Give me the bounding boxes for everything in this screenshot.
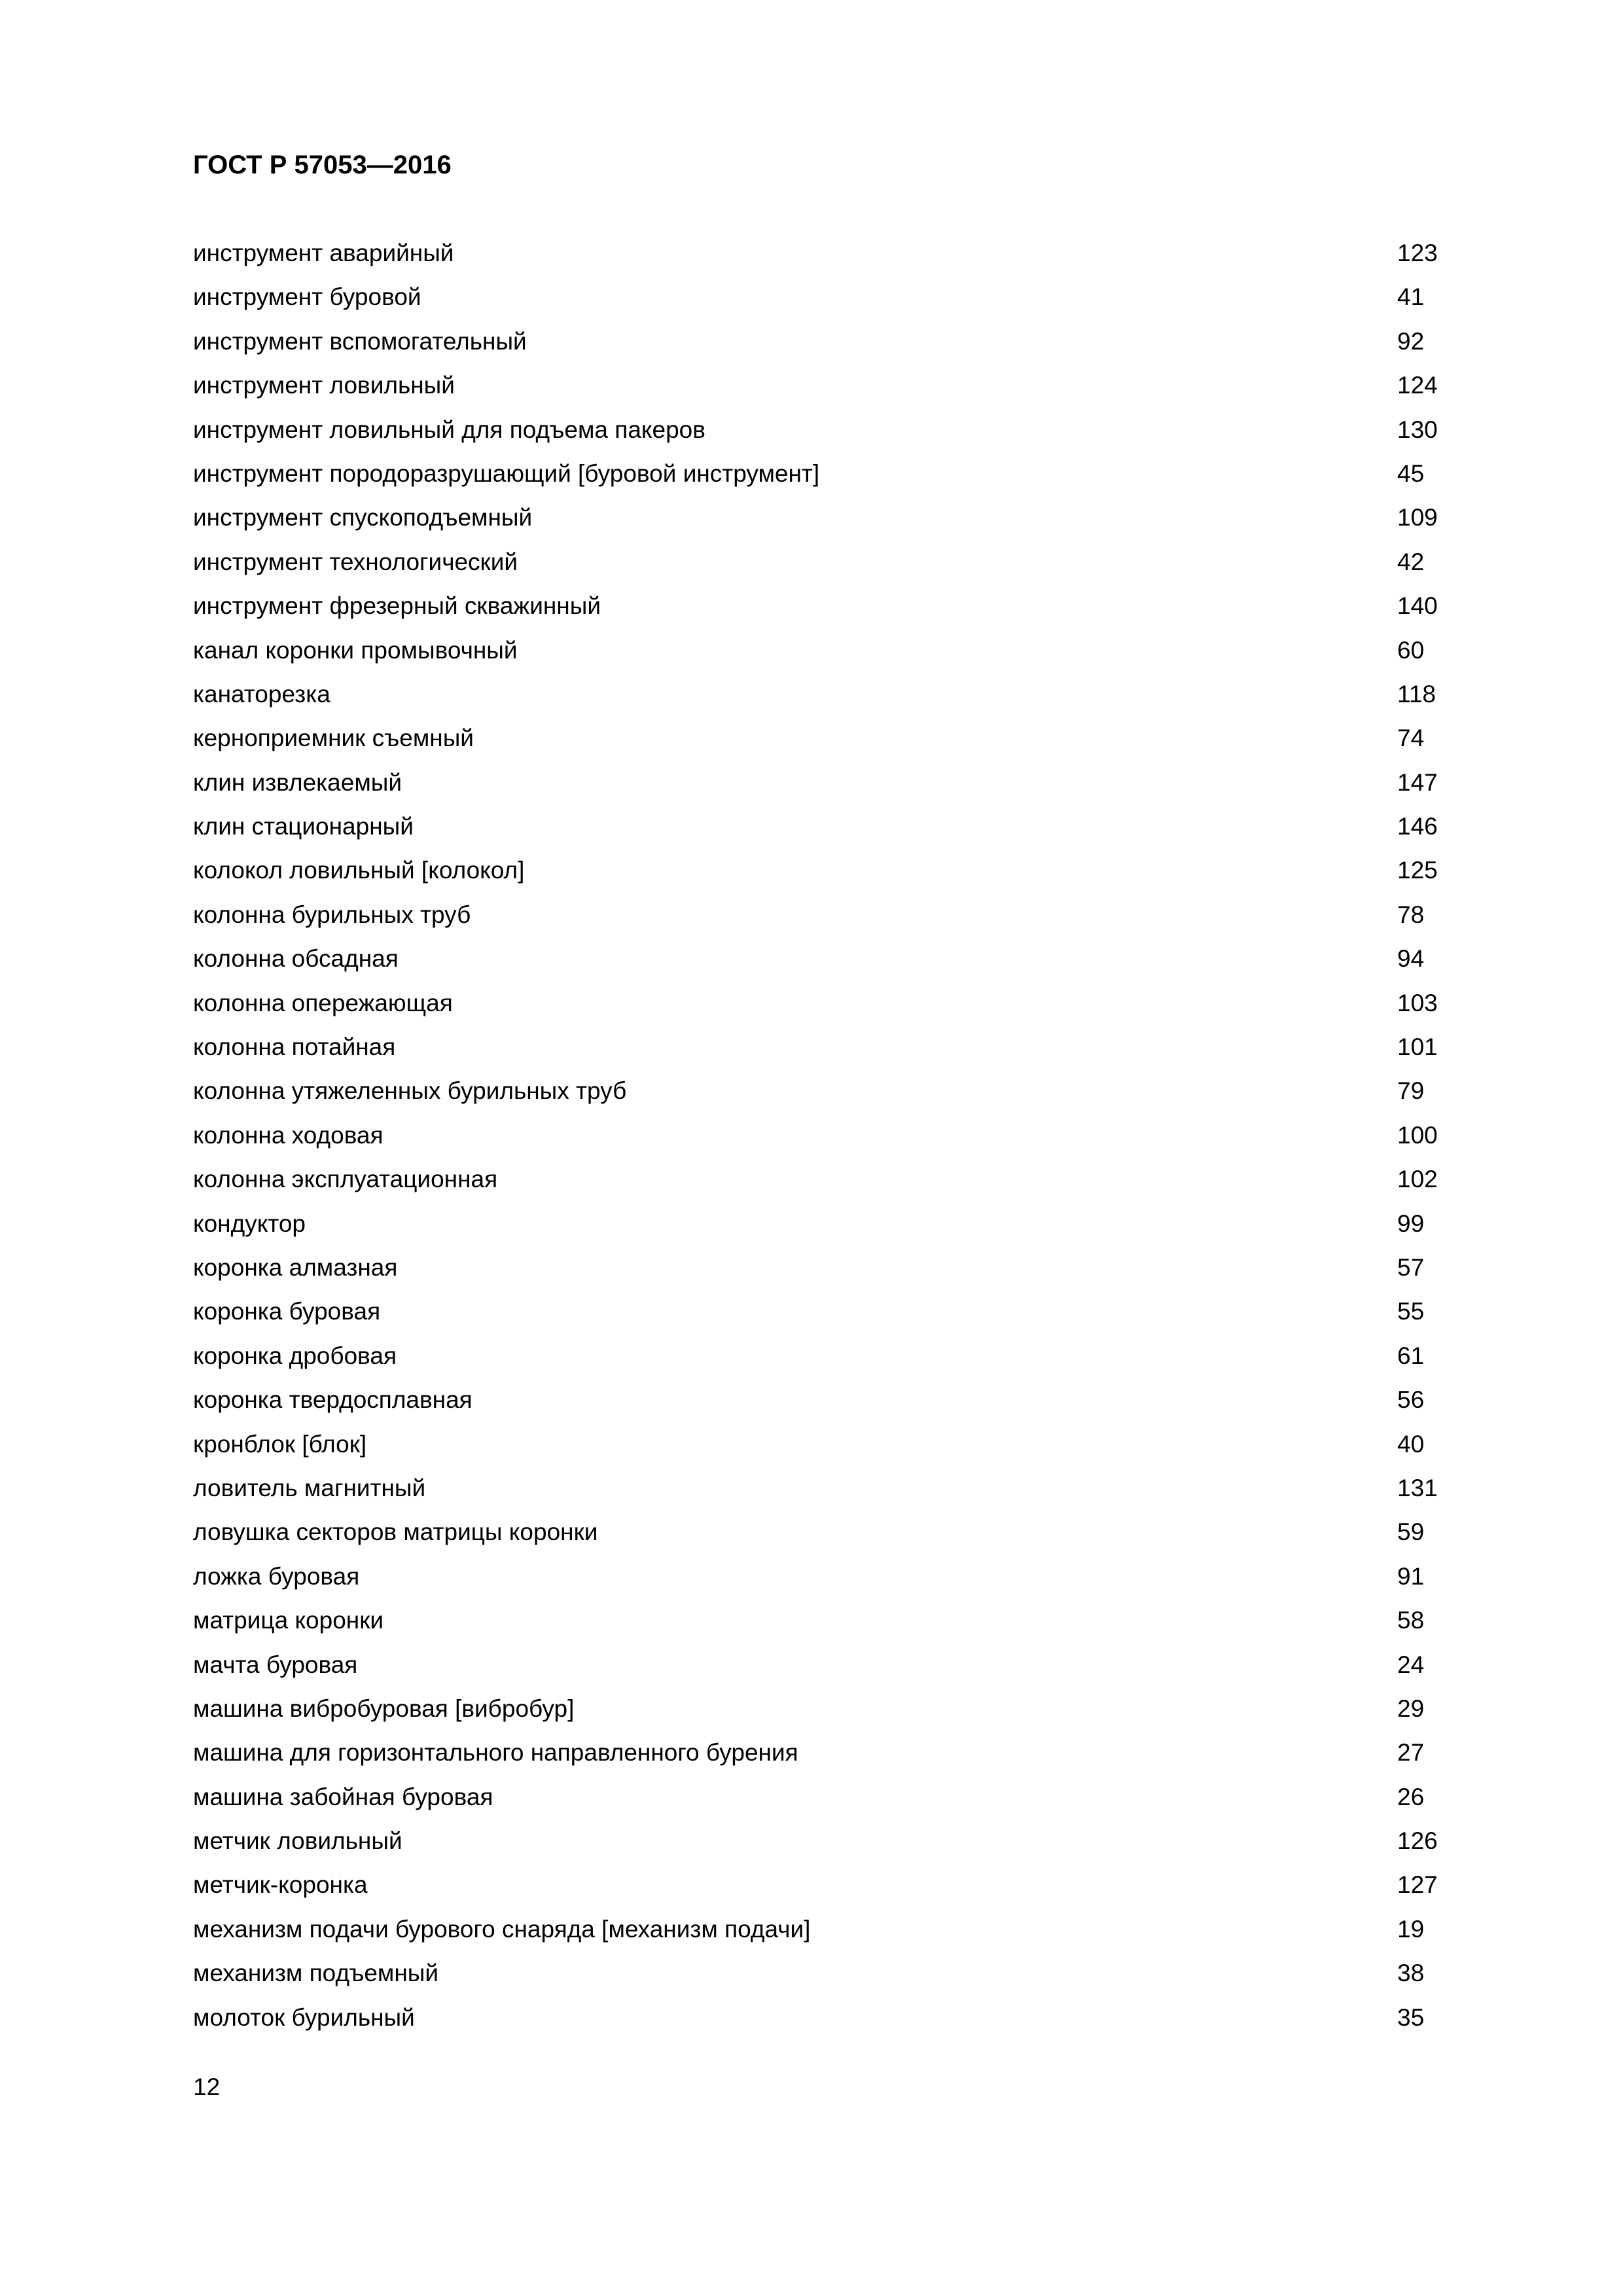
index-term: ловушка секторов матрицы коронки [193,1518,598,1546]
index-entry [193,853,1476,897]
index-term-number: 130 [1397,416,1438,443]
index-entry [193,500,1476,544]
index-term-number: 124 [1397,372,1438,399]
index-term-number: 61 [1397,1342,1425,1369]
index-term: коронка твердосплавная [193,1386,473,1414]
index-term-number: 79 [1397,1077,1425,1105]
index-term: коронка дробовая [193,1342,397,1369]
index-term: инструмент породоразрушающий [буровой инструмент] [193,459,820,487]
index-entry [193,1427,1476,1471]
document-header: ГОСТ Р 57053—2016 [193,151,452,179]
index-entry [193,1250,1476,1294]
index-term-number: 91 [1397,1562,1425,1590]
index-term: кондуктор [193,1210,306,1237]
index-term: метчик-коронка [193,1871,368,1899]
index-entry [193,1559,1476,1603]
index-entry [193,1382,1476,1426]
index-term: механизм подачи бурового снаряда [механизм подачи] [193,1915,811,1943]
index-term: колонна утяжеленных бурильных труб [193,1077,627,1105]
index-term: коронка алмазная [193,1253,398,1281]
index-term-number: 59 [1397,1518,1425,1546]
index-term: инструмент ловильный [193,372,455,399]
index-entry [193,1823,1476,1867]
index-entry [193,897,1476,941]
index-entry [193,1030,1476,1073]
index-entry [193,1162,1476,1206]
index-entry [193,1780,1476,1823]
index-entry [193,1735,1476,1779]
index-entry [193,677,1476,721]
index-term-number: 102 [1397,1166,1438,1193]
index-term: коронка буровая [193,1298,381,1325]
index-entry [193,456,1476,500]
index-term-number: 29 [1397,1695,1425,1722]
index-term-number: 55 [1397,1298,1425,1325]
index-term: кронблок [блок] [193,1430,367,1458]
index-term-number: 94 [1397,945,1425,973]
index-term: колонна ходовая [193,1121,383,1149]
index-entry [193,721,1476,764]
index-term-number: 60 [1397,636,1425,664]
index-term-number: 125 [1397,857,1438,884]
index-term-number: 27 [1397,1739,1425,1767]
index-entry [193,986,1476,1030]
index-term-number: 35 [1397,2003,1425,2031]
index-term-number: 41 [1397,283,1425,311]
index-term: инструмент вспомогательный [193,327,527,355]
index-term: колонна бурильных труб [193,901,471,928]
index-entry [193,412,1476,456]
index-entry [193,1515,1476,1558]
index-term-number: 109 [1397,504,1438,531]
index-entry [193,1206,1476,1250]
index-term: матрица коронки [193,1607,384,1634]
index-entry [193,1338,1476,1382]
index-term-number: 140 [1397,592,1438,620]
index-term-number: 19 [1397,1915,1425,1943]
index-term: канал коронки промывочный [193,636,518,664]
index-term: инструмент технологический [193,548,518,575]
index-entry [193,368,1476,412]
index-entry [193,545,1476,588]
index-term: инструмент фрезерный скважинный [193,592,601,620]
index-entry [193,1471,1476,1515]
alphabetical-index [193,236,1476,2044]
index-term-number: 78 [1397,901,1425,928]
index-term-number: 57 [1397,1253,1425,1281]
index-entry [193,1647,1476,1691]
index-term: инструмент спускоподъемный [193,504,533,531]
index-term: канаторезка [193,680,330,708]
index-term-number: 127 [1397,1871,1438,1899]
index-term: машина вибробуровая [вибробур] [193,1695,575,1722]
index-term: клин стационарный [193,813,414,840]
index-term: машина для горизонтального направленного бурения [193,1739,798,1767]
index-entry [193,1912,1476,1956]
index-term: клин извлекаемый [193,768,402,796]
index-term: колокол ловильный [колокол] [193,857,525,884]
index-term: ловитель магнитный [193,1474,426,1501]
index-entry [193,1118,1476,1162]
index-term-number: 26 [1397,1783,1425,1810]
index-term-number: 103 [1397,989,1438,1016]
index-term-number: 45 [1397,459,1425,487]
index-entry [193,2000,1476,2044]
index-term-number: 147 [1397,768,1438,796]
index-term-number: 100 [1397,1121,1438,1149]
index-term-number: 40 [1397,1430,1425,1458]
index-term: инструмент ловильный для подъема пакеров [193,416,705,443]
index-term-number: 38 [1397,1960,1425,1987]
index-entry [193,1867,1476,1911]
index-term-number: 118 [1397,680,1436,708]
index-entry [193,1294,1476,1338]
index-term-number: 42 [1397,548,1425,575]
index-entry [193,633,1476,677]
index-term: машина забойная буровая [193,1783,493,1810]
index-term: метчик ловильный [193,1827,402,1855]
index-term-number: 101 [1397,1033,1438,1061]
index-term: колонна обсадная [193,945,399,973]
index-entry [193,1073,1476,1117]
index-entry [193,588,1476,632]
index-term-number: 99 [1397,1210,1425,1237]
index-term-number: 126 [1397,1827,1438,1855]
index-entry [193,1691,1476,1735]
index-entry [193,809,1476,853]
index-term: инструмент буровой [193,283,421,311]
index-entry [193,765,1476,809]
page-number: 12 [193,2073,221,2100]
index-entry [193,236,1476,279]
index-term: механизм подъемный [193,1960,439,1987]
index-entry [193,324,1476,368]
index-term-number: 24 [1397,1651,1425,1678]
index-entry [193,941,1476,985]
index-term: колонна опережающая [193,989,453,1016]
index-term-number: 123 [1397,240,1438,266]
index-term: инструмент аварийный [193,240,454,266]
index-term-number: 131 [1397,1474,1438,1501]
index-term-number: 146 [1397,813,1438,840]
index-term: ложка буровая [193,1562,360,1590]
index-entry [193,279,1476,323]
index-term: мачта буровая [193,1651,358,1678]
index-term-number: 92 [1397,327,1425,355]
index-term-number: 56 [1397,1386,1425,1414]
index-entry [193,1603,1476,1647]
index-term-number: 58 [1397,1607,1425,1634]
index-entry [193,1956,1476,2000]
index-term: колонна эксплуатационная [193,1166,498,1193]
index-term: керноприемник съемный [193,725,474,752]
index-term: колонна потайная [193,1033,396,1061]
index-term-number: 74 [1397,725,1425,752]
index-term: молоток бурильный [193,2003,415,2031]
